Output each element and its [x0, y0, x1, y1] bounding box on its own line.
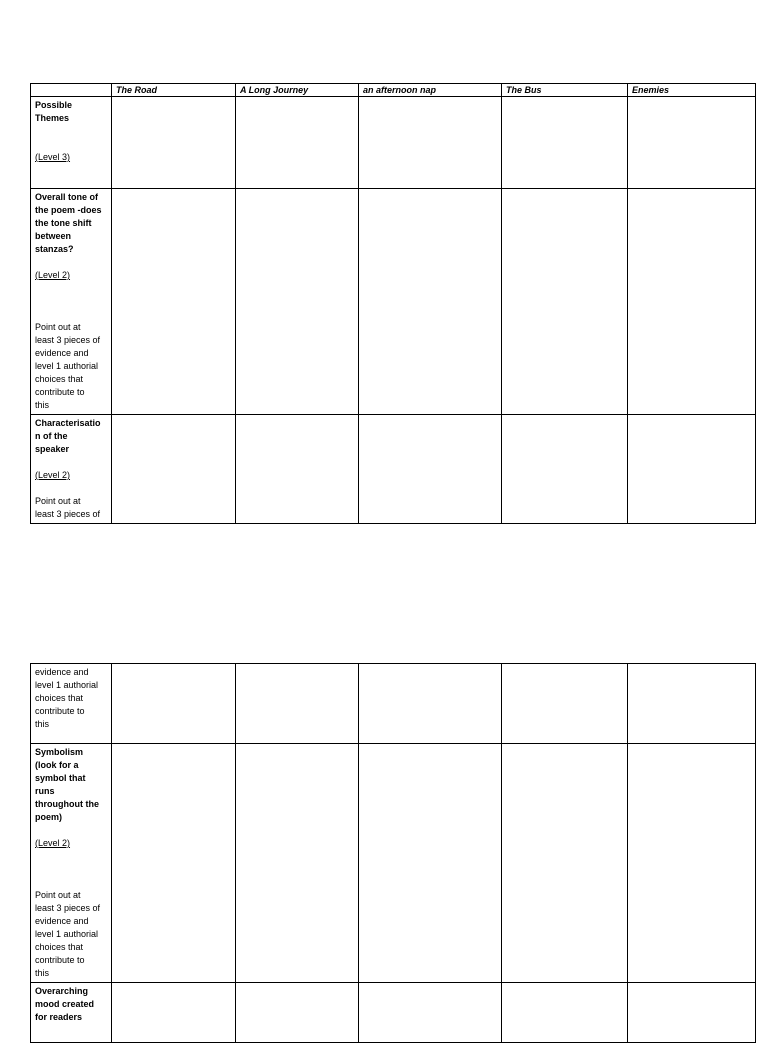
header-the-road: The Road — [112, 84, 236, 97]
table-cell[interactable] — [628, 97, 756, 189]
characterisation-level: (Level 2) — [35, 470, 71, 480]
table-cell[interactable] — [112, 664, 236, 744]
table-cell[interactable] — [236, 415, 359, 524]
characterisation-title: Characterisatio n of the speaker — [35, 418, 101, 454]
row-label-characterisation — [31, 415, 112, 524]
themes-level: (Level 3) — [35, 152, 71, 162]
analysis-table-1 — [30, 83, 756, 524]
table-cell[interactable] — [236, 189, 359, 415]
table-cell[interactable] — [112, 97, 236, 189]
table-cell[interactable] — [628, 744, 756, 983]
row-label-continued — [31, 664, 112, 744]
symbolism-note: Point out at least 3 pieces of evidence and level 1 authorial choices that contribute to this — [35, 890, 101, 978]
table-cell[interactable] — [502, 415, 628, 524]
table-cell[interactable] — [502, 97, 628, 189]
table-cell[interactable] — [236, 97, 359, 189]
poem-comparison-table-continued — [30, 663, 756, 1043]
mood-title: Overarching mood created for readers — [35, 986, 95, 1022]
table-cell[interactable] — [236, 744, 359, 983]
table-cell[interactable] — [112, 744, 236, 983]
table-cell[interactable] — [502, 189, 628, 415]
table-row-symbolism — [31, 744, 756, 983]
table-cell[interactable] — [359, 97, 502, 189]
table-cell[interactable] — [359, 189, 502, 415]
table-cell[interactable] — [112, 415, 236, 524]
tone-title: Overall tone of the poem -does the tone shift between stanzas? — [35, 192, 102, 254]
symbolism-level: (Level 2) — [35, 838, 71, 848]
tone-note: Point out at least 3 pieces of evidence and level 1 authorial choices that contribute to this — [35, 322, 101, 410]
table-cell[interactable] — [359, 983, 502, 1043]
table-cell[interactable] — [112, 189, 236, 415]
table-cell[interactable] — [502, 664, 628, 744]
header-enemies: Enemies — [628, 84, 756, 97]
row-label-mood — [31, 983, 112, 1043]
table-cell[interactable] — [628, 664, 756, 744]
poem-comparison-table — [30, 83, 756, 524]
table-row-themes — [31, 97, 756, 189]
table-cell[interactable] — [628, 415, 756, 524]
header-blank — [31, 84, 112, 97]
header-row — [31, 84, 756, 97]
analysis-table-2 — [30, 663, 756, 1043]
table-cell[interactable] — [502, 983, 628, 1043]
row-label-symbolism — [31, 744, 112, 983]
characterisation-note: Point out at least 3 pieces of — [35, 496, 101, 519]
table-row-tone — [31, 189, 756, 415]
table-row-characterisation — [31, 415, 756, 524]
header-an-afternoon-nap: an afternoon nap — [359, 84, 502, 97]
table-cell[interactable] — [502, 744, 628, 983]
table-row-mood — [31, 983, 756, 1043]
table-cell[interactable] — [359, 415, 502, 524]
header-the-bus: The Bus — [502, 84, 628, 97]
continued-note: evidence and level 1 authorial choices that contribute to this — [35, 667, 99, 729]
table-cell[interactable] — [359, 664, 502, 744]
table-cell[interactable] — [236, 664, 359, 744]
row-label-tone — [31, 189, 112, 415]
table-cell[interactable] — [359, 744, 502, 983]
table-row-continued — [31, 664, 756, 744]
symbolism-title: Symbolism (look for a symbol that runs throughout the poem) — [35, 747, 99, 822]
themes-title: Possible Themes — [35, 100, 73, 123]
table-cell[interactable] — [236, 983, 359, 1043]
row-label-themes — [31, 97, 112, 189]
table-cell[interactable] — [112, 983, 236, 1043]
table-cell[interactable] — [628, 189, 756, 415]
tone-level: (Level 2) — [35, 270, 71, 280]
header-a-long-journey: A Long Journey — [236, 84, 359, 97]
table-cell[interactable] — [628, 983, 756, 1043]
